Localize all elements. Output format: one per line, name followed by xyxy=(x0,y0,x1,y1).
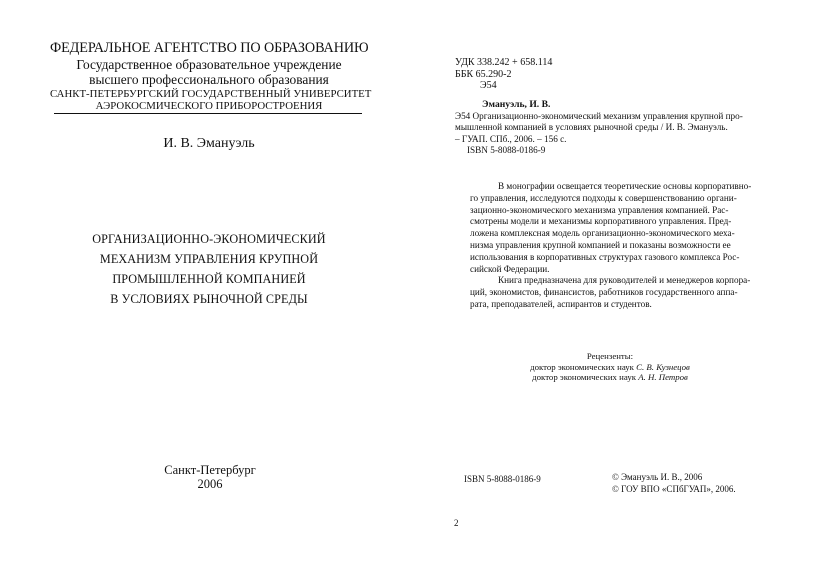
header-rule xyxy=(54,113,362,114)
isbn: ISBN 5-8088-0186-9 xyxy=(464,474,541,484)
author-mark: Э54 xyxy=(480,80,497,91)
record-isbn: ISBN 5-8088-0186-9 xyxy=(467,145,546,155)
abstract-line: рата, преподавателей, аспирантов и студентов. xyxy=(470,298,652,309)
record-line: мышленной компанией в условиях рыночной среды / И. В. Эмануэль. xyxy=(455,122,728,132)
imprint-page xyxy=(410,0,819,579)
copyright-line: © Эмануэль И. В., 2006 xyxy=(612,472,703,482)
record-author: Эмануэль, И. В. xyxy=(482,99,551,110)
abstract-line: использования в корпоративных структурах газового комплекса Рос- xyxy=(470,251,740,262)
classification-codes xyxy=(455,57,552,92)
abstract-line: сийской Федерации. xyxy=(470,263,550,274)
reviewer-name: С. В. Кузнецов xyxy=(636,361,690,372)
bbk-code: ББК 65.290-2 xyxy=(455,68,512,80)
title-line: ОРГАНИЗАЦИОННО-ЭКОНОМИЧЕСКИЙ xyxy=(92,232,326,246)
abstract-line: го управления, исследуются подходы к совершенствованию органи- xyxy=(470,192,737,203)
imprint-year: 2006 xyxy=(197,477,223,491)
bibliographic-record xyxy=(455,99,787,157)
agency-heading: ФЕДЕРАЛЬНОЕ АГЕНТСТВО ПО ОБРАЗОВАНИЮ xyxy=(50,40,369,56)
institution-type xyxy=(50,58,368,87)
copyright-line: © ГОУ ВПО «СПбГУАП», 2006. xyxy=(612,483,736,494)
reviewers-heading: Рецензенты: xyxy=(586,351,634,361)
abstract-line: зационно-экономического механизма управления компанией. Рас- xyxy=(470,204,729,215)
abstract-line: смотрены модели и механизмы корпоративного управления. Пред- xyxy=(470,216,732,227)
university-line: САНКТ-ПЕТЕРБУРГСКИЙ ГОСУДАРСТВЕННЫЙ УНИВЕРСИТЕТ xyxy=(50,88,372,100)
reviewer-degree: доктор экономических наук xyxy=(530,361,637,372)
institution-line: Государственное образовательное учреждение xyxy=(76,57,342,72)
imprint xyxy=(130,463,290,491)
institution-line: высшего профессионального образования xyxy=(89,71,329,87)
abstract-line: ложена комплексная модель организационно-экономического меха- xyxy=(470,228,735,239)
reviewers xyxy=(510,351,710,383)
record-line: Э54 Организационно-экономический механизм управления крупной про- xyxy=(455,110,743,121)
university-name xyxy=(50,88,372,112)
page-number: 2 xyxy=(454,518,459,528)
abstract-line: В монографии освещается теоретические основы корпоративно- xyxy=(498,181,752,191)
record-line: – ГУАП. СПб., 2006. – 156 с. xyxy=(455,133,567,144)
abstract-line: Книга предназначена для руководителей и менеджеров корпора- xyxy=(498,275,751,286)
abstract-line: ций, экономистов, финансистов, работников государственного аппа- xyxy=(470,287,738,298)
author-name: И. В. Эмануэль xyxy=(163,136,255,151)
title-line: МЕХАНИЗМ УПРАВЛЕНИЯ КРУПНОЙ xyxy=(99,252,319,266)
udk-code: УДК 338.242 + 658.114 xyxy=(455,57,553,68)
university-line: АЭРОКОСМИЧЕСКОГО ПРИБОРОСТРОЕНИЯ xyxy=(95,99,323,112)
title-line: В УСЛОВИЯХ РЫНОЧНОЙ СРЕДЫ xyxy=(110,292,308,306)
book-title xyxy=(50,229,368,309)
reviewer xyxy=(510,362,710,373)
reviewer-degree: доктор экономических наук xyxy=(532,372,639,382)
abstract-line: низма управления крупной компанией и показаны возможности ее xyxy=(470,239,731,250)
reviewer xyxy=(510,372,710,383)
copyright xyxy=(612,472,736,495)
reviewer-name: А. Н. Петров xyxy=(638,372,688,382)
imprint-city: Санкт-Петербург xyxy=(164,463,256,477)
title-line: ПРОМЫШЛЕННОЙ КОМПАНИЕЙ xyxy=(112,272,306,286)
abstract xyxy=(470,181,788,311)
